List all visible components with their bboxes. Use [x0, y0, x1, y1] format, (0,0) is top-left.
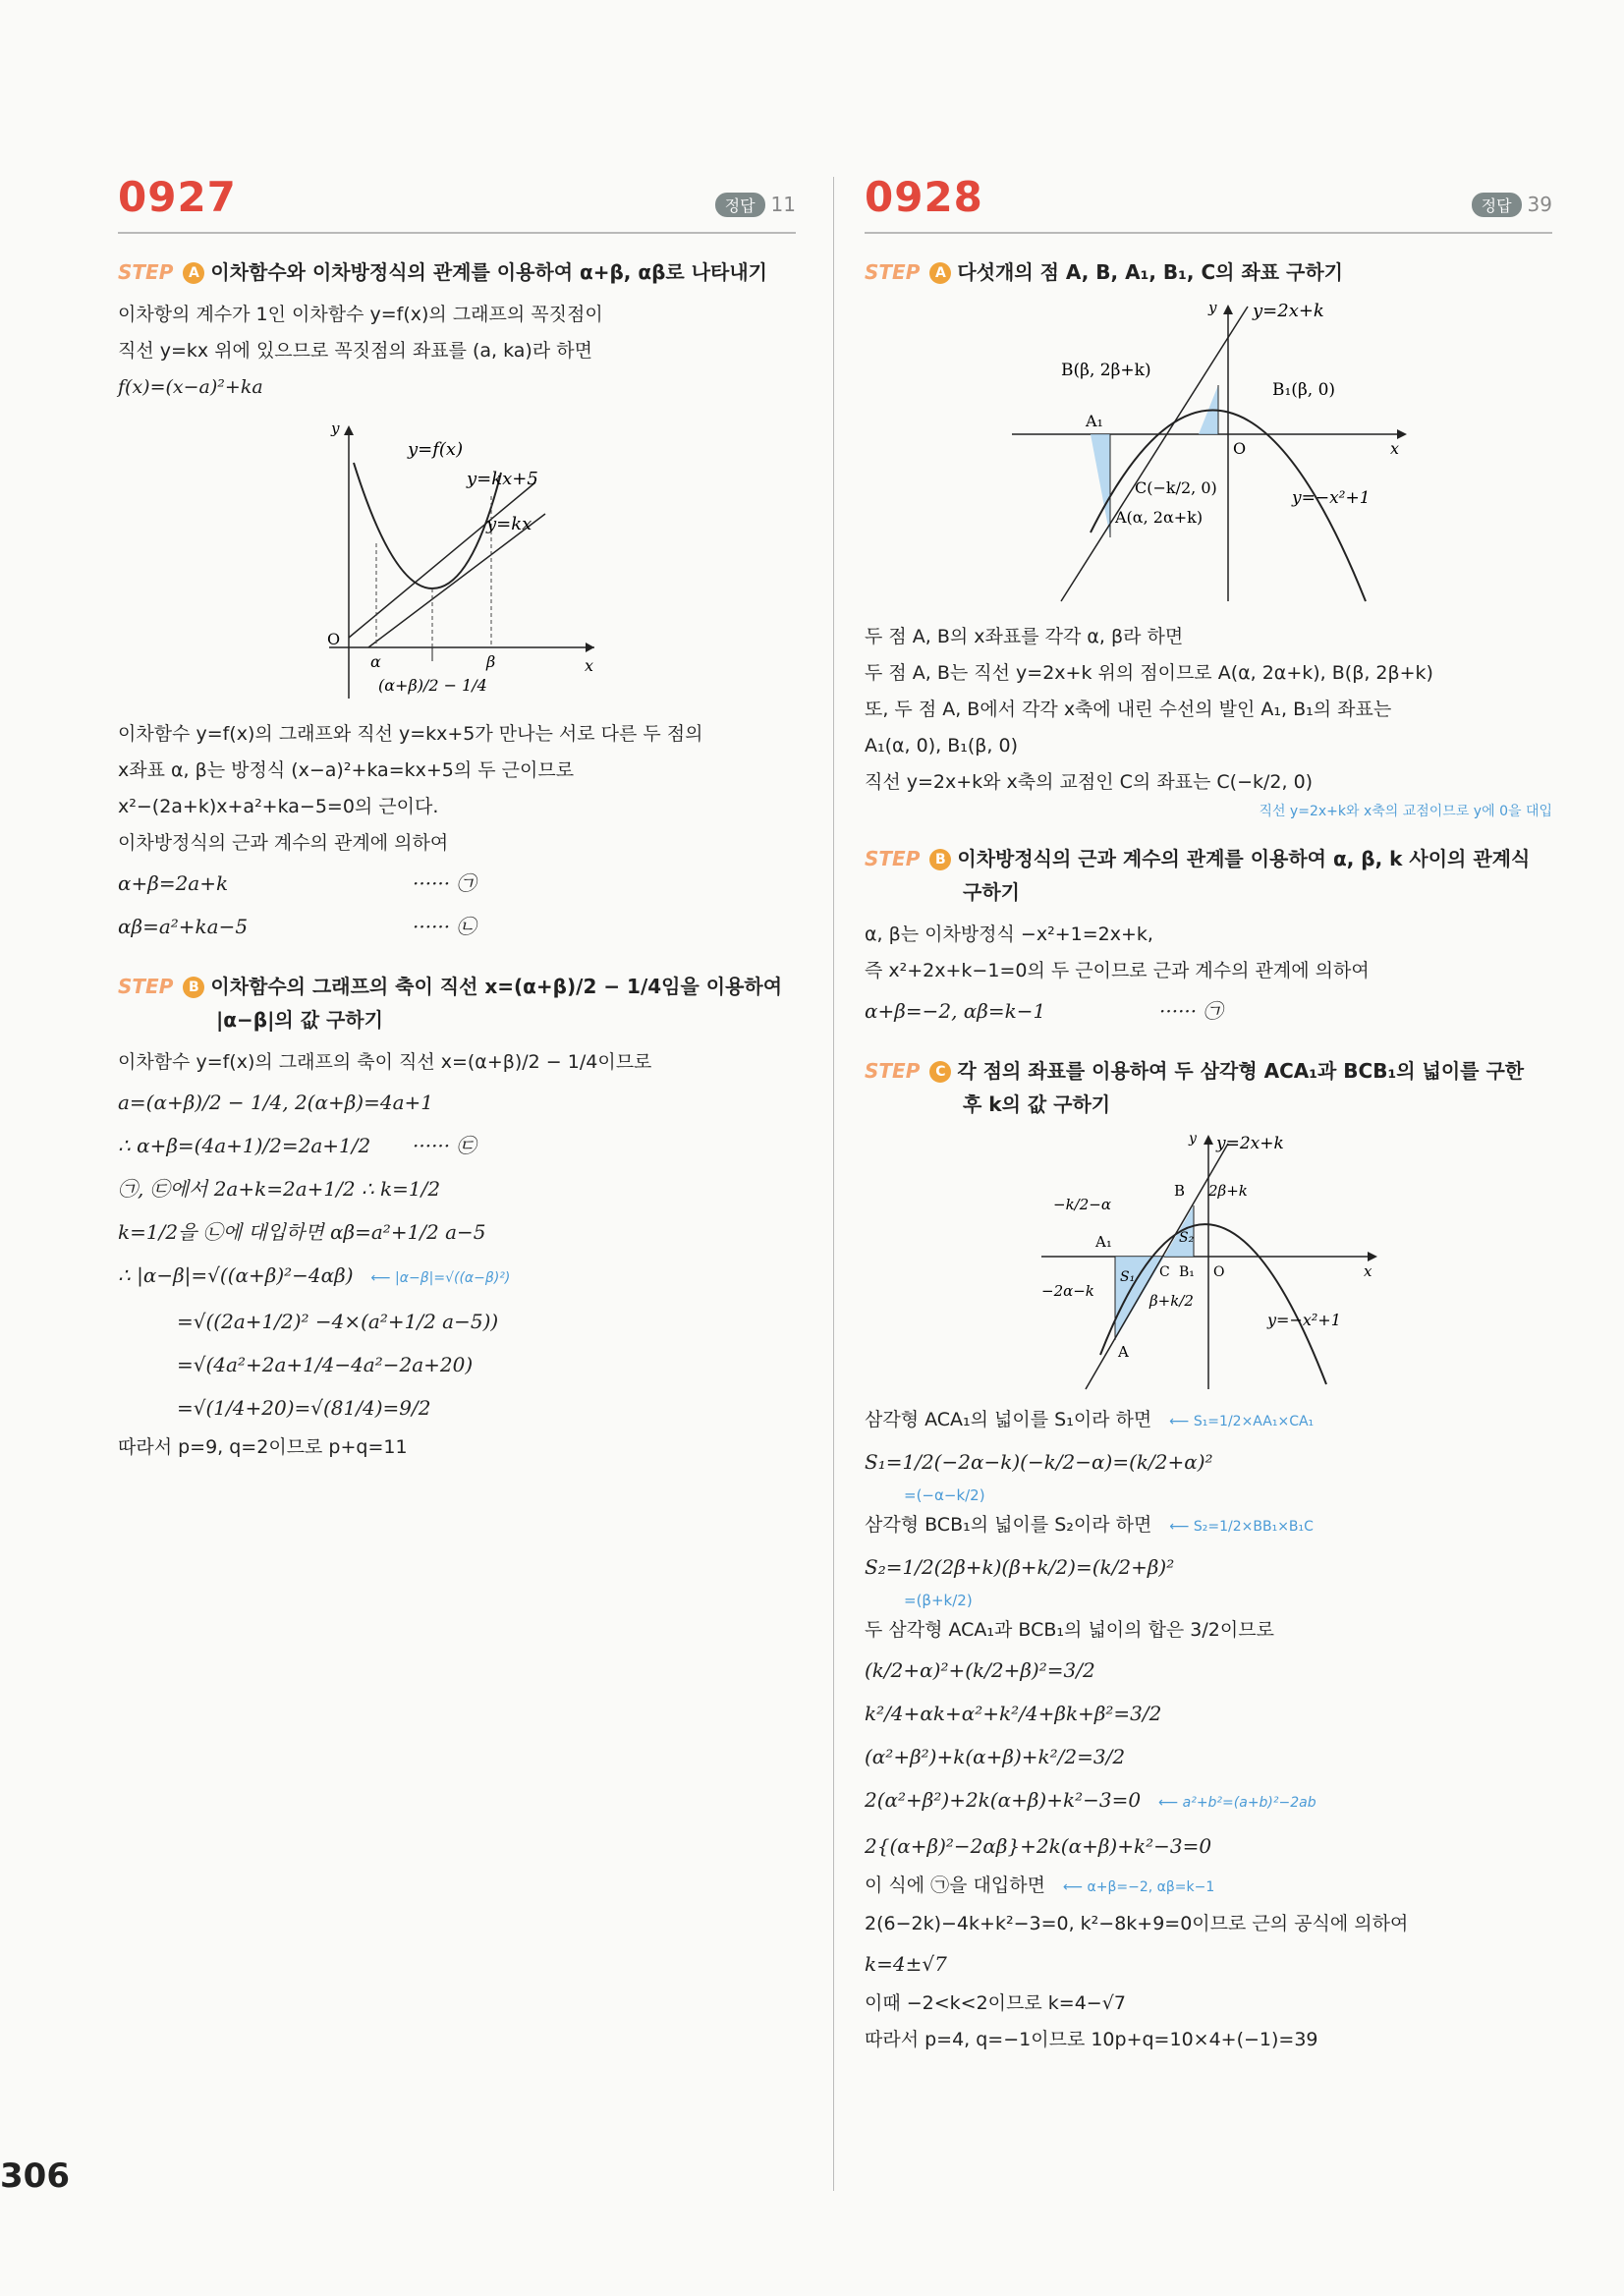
text: 삼각형 ACA₁의 넓이를 S₁이라 하면 [865, 1409, 1152, 1430]
point-label: A [1118, 1343, 1129, 1361]
conclusion-line: 따라서 p=4, q=−1이므로 10p+q=10×4+(−1)=39 [865, 2029, 1318, 2050]
text-line: x좌표 α, β는 방정식 (x−a)²+ka=kx+5의 두 근이므로 [118, 759, 575, 781]
step-tag: STEP [865, 260, 921, 284]
point-label: C(−k/2, 0) [1135, 478, 1217, 497]
curve-label: y=−x²+1 [1292, 488, 1371, 508]
length-label: −k/2−α [1053, 1196, 1111, 1213]
text-line: 2(6−2k)−4k+k²−3=0, k²−8k+9=0이므로 근의 공식에 의하여 [865, 1913, 1409, 1934]
root-label: β [486, 652, 496, 671]
answer-badge: 정답 [715, 193, 765, 217]
axis-of-symmetry-label: (α+β)/2 − 1/4 [378, 676, 487, 695]
equation-mark: ······ ㉠ [1159, 999, 1223, 1023]
equation-line: f(x)=(x−a)²+ka [118, 376, 263, 398]
answer-ref [715, 193, 796, 217]
step-title: 후 k의 값 구하기 [963, 1092, 1111, 1116]
point-label: B₁ [1179, 1264, 1195, 1280]
problem-0927 [118, 167, 796, 1466]
text-line: α, β는 이차방정식 −x²+1=2x+k, [865, 924, 1153, 945]
equation-line: (k/2+α)²+(k/2+β)²=3/2 [865, 1658, 1095, 1682]
equation-line [865, 1778, 1552, 1824]
equation-mark: ······ ㉡ [413, 915, 476, 938]
step-title: 이차방정식의 근과 계수의 관계를 이용하여 α, β, k 사이의 관계식 [957, 847, 1531, 870]
equation-line: S₁=1/2(−2α−k)(−k/2−α)=(k/2+α)² [865, 1450, 1213, 1474]
hint-box: =(β+k/2) [904, 1592, 973, 1609]
step-mark: A [183, 262, 204, 284]
point-label: A₁ [1086, 412, 1103, 430]
point-label: B₁(β, 0) [1272, 380, 1336, 400]
length-label: β+k/2 [1149, 1292, 1194, 1310]
axis-label: y [1208, 299, 1217, 316]
point-label: A₁ [1095, 1233, 1112, 1251]
margin-note: ⟵ a²+b²=(a+b)²−2ab [1158, 1795, 1316, 1811]
problem-header [118, 167, 796, 234]
line-label: y=kx [486, 514, 532, 534]
margin-note: ⟵ |α−β|=√((α−β)²) [371, 1270, 511, 1286]
axis-label: x [1364, 1262, 1372, 1280]
conclusion-line: 따라서 p=9, q=2이므로 p+q=11 [118, 1436, 408, 1458]
area-label: S₂ [1179, 1230, 1195, 1246]
origin-label: O [1233, 439, 1247, 458]
parabola-graph [309, 414, 604, 708]
equation-line [118, 862, 796, 905]
text-line: 두 점 A, B의 x좌표를 각각 α, β라 하면 [865, 626, 1184, 647]
step-title: |α−β|의 값 구하기 [216, 1008, 383, 1032]
axis-label: x [1390, 439, 1400, 458]
text-line: 이차함수 y=f(x)의 그래프와 직선 y=kx+5가 만나는 서로 다른 두 점의 [118, 723, 703, 745]
text-line [865, 1507, 1552, 1545]
margin-note: 직선 y=2x+k와 x축의 교점이므로 y에 0을 대입 [1259, 804, 1552, 819]
step-mark: A [929, 262, 951, 284]
text-line: 즉 x²+2x+k−1=0의 두 근이므로 근과 계수의 관계에 의하여 [865, 960, 1370, 981]
text-line: 이차방정식의 근과 계수의 관계에 의하여 [118, 832, 449, 854]
page-number: 306 [0, 2156, 70, 2196]
margin-note: ⟵ S₂=1/2×BB₁×B₁C [1169, 1519, 1314, 1535]
step-a-heading [865, 255, 1552, 289]
line-parabola-graph [1002, 297, 1415, 611]
step-tag: STEP [118, 260, 174, 284]
text-line: 또, 두 점 A, B에서 각각 x축에 내린 수선의 발인 A₁, B₁의 좌표는 [865, 699, 1392, 720]
step-a-heading [118, 255, 796, 289]
step-b-heading [865, 842, 1552, 909]
area-label: S₁ [1120, 1269, 1136, 1285]
length-label: 2β+k [1208, 1182, 1248, 1200]
step-mark: B [183, 977, 204, 998]
text-line: A₁(α, 0), B₁(β, 0) [865, 735, 1018, 756]
text-line: 이때 −2<k<2이므로 k=4−√7 [865, 1992, 1126, 2014]
answer-page: 11 [770, 193, 796, 216]
text: 삼각형 BCB₁의 넓이를 S₂이라 하면 [865, 1514, 1152, 1536]
step-title: 이차함수와 이차방정식의 관계를 이용하여 α+β, αβ로 나타내기 [210, 260, 767, 284]
origin-label: O [1213, 1264, 1225, 1280]
equation-line: =√((2a+1/2)² −4×(a²+1/2 a−5)) [177, 1310, 499, 1333]
problem-number: 0927 [118, 173, 237, 221]
equation: α+β=−2, αβ=k−1 [865, 999, 1046, 1023]
answer-badge: 정답 [1472, 193, 1522, 217]
step-mark: B [929, 849, 951, 870]
hint-box: =(−α−k/2) [904, 1486, 985, 1504]
equation-mark: ······ ㉢ [413, 1134, 476, 1157]
equation-line: a=(α+β)/2 − 1/4, 2(α+β)=4a+1 [118, 1091, 433, 1114]
point-label: B [1174, 1182, 1186, 1200]
margin-note: ⟵ S₁=1/2×AA₁×CA₁ [1169, 1414, 1314, 1429]
line-label: y=2x+k [1216, 1134, 1284, 1153]
step-tag: STEP [865, 1059, 921, 1083]
equation: ∴ α+β=(4a+1)/2=2a+1/2 [118, 1134, 371, 1157]
point-label: B(β, 2β+k) [1061, 361, 1151, 380]
answer-page: 39 [1527, 193, 1552, 216]
column-divider [833, 177, 834, 2191]
point-label: C [1159, 1264, 1170, 1280]
text: 이 식에 ㉠을 대입하면 [865, 1875, 1045, 1896]
text-line [865, 1868, 1552, 1906]
line-label: y=kx+5 [467, 469, 538, 489]
step-title: 구하기 [963, 880, 1020, 904]
text-line [865, 1402, 1552, 1440]
equation: αβ=a²+ka−5 [118, 915, 249, 938]
equation-line: S₂=1/2(2β+k)(β+k/2)=(k/2+β)² [865, 1555, 1175, 1579]
equation: ∴ |α−β|=√((α+β)²−4αβ) [118, 1263, 354, 1287]
equation-mark: ······ ㉠ [413, 871, 476, 895]
margin-note: ⟵ α+β=−2, αβ=k−1 [1063, 1879, 1214, 1895]
equation-line: 2{(α+β)²−2αβ}+2k(α+β)+k²−3=0 [865, 1834, 1212, 1858]
equation: 2(α²+β²)+2k(α+β)+k²−3=0 [865, 1788, 1142, 1812]
text-line: 직선 y=2x+k와 x축의 교점인 C의 좌표는 C(−k/2, 0) [865, 771, 1314, 793]
length-label: −2α−k [1041, 1282, 1094, 1300]
equation-line [865, 989, 1552, 1033]
triangle-area-graph [1032, 1129, 1385, 1394]
problem-number: 0928 [865, 173, 983, 221]
problem-header [865, 167, 1552, 234]
step-tag: STEP [118, 975, 174, 998]
axis-label: y [331, 420, 340, 437]
equation: α+β=2a+k [118, 871, 229, 895]
step-title: 각 점의 좌표를 이용하여 두 삼각형 ACA₁과 BCB₁의 넓이를 구한 [957, 1059, 1525, 1083]
equation-line [118, 1254, 796, 1300]
step-title: 다섯개의 점 A, B, A₁, B₁, C의 좌표 구하기 [957, 260, 1344, 284]
line-label: y=2x+k [1253, 301, 1324, 321]
step-title: 이차함수의 그래프의 축이 직선 x=(α+β)/2 − 1/4임을 이용하여 [210, 975, 783, 998]
equation-line: k=1/2을 ㉡에 대입하면 αβ=a²+1/2 a−5 [118, 1220, 486, 1244]
axis-label: y [1189, 1131, 1197, 1147]
problem-0928 [865, 167, 1552, 2058]
equation-line: k=4±√7 [865, 1952, 947, 1976]
origin-label: O [327, 630, 341, 648]
step-b-heading [118, 970, 796, 1036]
answer-ref [1472, 193, 1552, 217]
text-line: 두 삼각형 ACA₁과 BCB₁의 넓이의 합은 3/2이므로 [865, 1619, 1274, 1641]
text-line: 직선 y=kx 위에 있으므로 꼭짓점의 좌표를 (a, ka)라 하면 [118, 340, 592, 362]
equation-line: ㉠, ㉢에서 2a+k=2a+1/2 ∴ k=1/2 [118, 1177, 441, 1201]
equation-line: =√(1/4+20)=√(81/4)=9/2 [177, 1396, 431, 1420]
equation-line: k²/4+αk+α²+k²/4+βk+β²=3/2 [865, 1702, 1162, 1725]
equation-line [118, 905, 796, 948]
step-c-heading [865, 1054, 1552, 1121]
curve-label: y=−x²+1 [1267, 1311, 1341, 1329]
text-line: 두 점 A, B는 직선 y=2x+k 위의 점이므로 A(α, 2α+k), B(β, 2β+k) [865, 662, 1433, 684]
axis-label: x [585, 656, 594, 675]
text-line: 이차항의 계수가 1인 이차함수 y=f(x)의 그래프의 꼭짓점이 [118, 304, 603, 325]
text-line: x²−(2a+k)x+a²+ka−5=0의 근이다. [118, 796, 439, 817]
point-label: A(α, 2α+k) [1115, 508, 1204, 527]
root-label: α [370, 652, 381, 671]
step-mark: C [929, 1061, 951, 1083]
step-tag: STEP [865, 847, 921, 870]
text-line: 이차함수 y=f(x)의 그래프의 축이 직선 x=(α+β)/2 − 1/4이므로 [118, 1051, 652, 1073]
equation-line: (α²+β²)+k(α+β)+k²/2=3/2 [865, 1745, 1126, 1768]
equation-line: =√(4a²+2a+1/4−4a²−2a+20) [177, 1353, 474, 1376]
curve-label: y=f(x) [408, 439, 464, 460]
equation-line [118, 1124, 796, 1167]
